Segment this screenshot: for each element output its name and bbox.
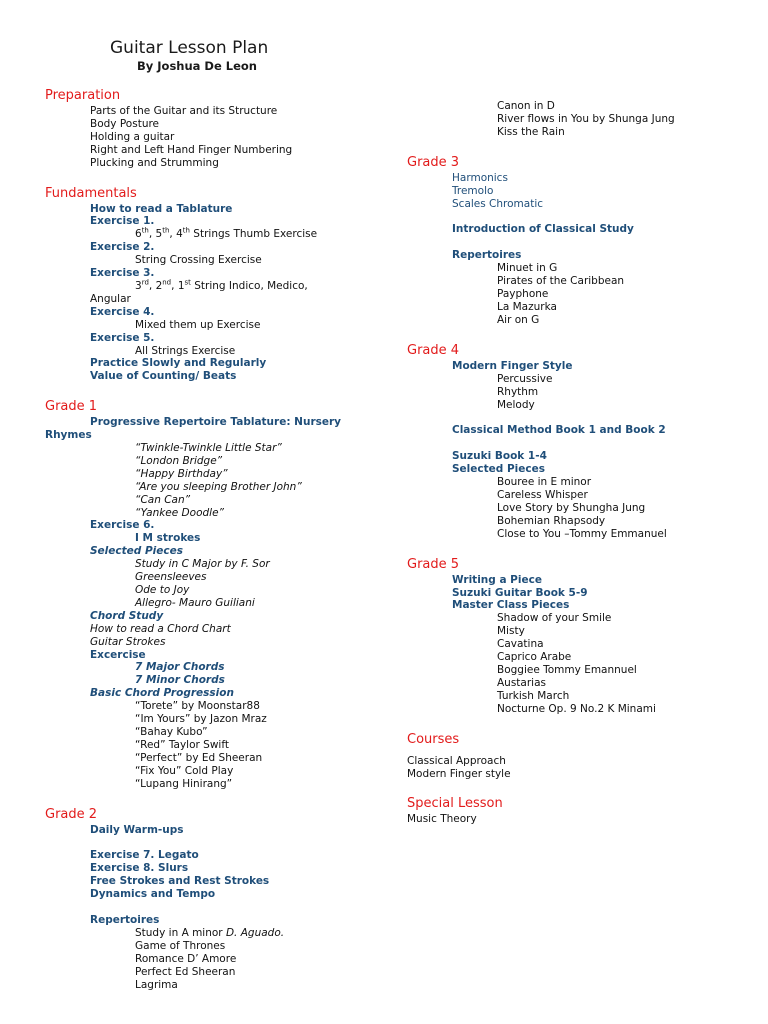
list-item: “Can Can” — [135, 493, 191, 506]
exercise-label: Exercise 2. — [90, 241, 155, 254]
document-title: Guitar Lesson Plan — [110, 38, 269, 58]
exercise-description: I M strokes — [135, 532, 201, 545]
list-item: Modern Finger style — [407, 767, 511, 780]
subheading-repertoires: Repertoires — [452, 249, 522, 262]
subheading-selected-pieces: Selected Pieces — [452, 463, 545, 476]
list-item: Love Story by Shungha Jung — [497, 501, 646, 514]
list-item: “Fix You” Cold Play — [135, 764, 234, 777]
subheading-modern-finger-style: Modern Finger Style — [452, 359, 573, 372]
list-item: Rhythm — [497, 385, 539, 398]
subheading-progressive-cont: Rhymes — [45, 429, 92, 442]
subheading-dynamics: Dynamics and Tempo — [90, 888, 216, 901]
list-item: Canon in D — [497, 100, 555, 112]
heading-fundamentals: Fundamentals — [45, 185, 137, 201]
heading-grade-3: Grade 3 — [407, 154, 460, 170]
subheading-basic-chord: Basic Chord Progression — [90, 687, 234, 700]
list-item: Tremolo — [452, 184, 494, 197]
list-item: Misty — [497, 625, 525, 638]
left-column — [45, 86, 375, 991]
list-item: Ode to Joy — [135, 584, 190, 596]
exercise-label: Exercise 4. — [90, 305, 155, 318]
subheading-warmups: Daily Warm-ups — [90, 823, 184, 836]
subheading-counting: Value of Counting/ Beats — [90, 370, 237, 383]
subheading-master-class: Master Class Pieces — [452, 599, 570, 612]
list-item: Lagrima — [135, 978, 178, 991]
exercise-label: Exercise 1. — [90, 215, 155, 228]
exercise-description: Mixed them up Exercise — [135, 318, 261, 331]
list-item: Minuet in G — [497, 262, 558, 275]
heading-grade-5: Grade 5 — [407, 556, 460, 572]
list-item: River flows in You by Shunga Jung — [497, 112, 675, 125]
list-item: Parts of the Guitar and its Structure — [90, 105, 278, 117]
list-item: Bohemian Rhapsody — [497, 514, 606, 527]
heading-preparation: Preparation — [45, 88, 121, 103]
list-item: Melody — [497, 398, 535, 411]
exercise-description: String Crossing Exercise — [135, 254, 262, 267]
list-item: “London Bridge” — [135, 454, 223, 467]
list-item: Classical Approach — [407, 754, 506, 767]
subheading-suzuki-guitar: Suzuki Guitar Book 5-9 — [452, 586, 588, 599]
list-item: “Perfect” by Ed Sheeran — [135, 751, 263, 764]
list-item: Study in C Major by F. Sor — [135, 558, 270, 571]
subheading-chord-study: Chord Study — [90, 609, 164, 622]
exercise-description: All Strings Exercise — [135, 344, 236, 357]
list-item: Romance D’ Amore — [135, 952, 237, 965]
list-item: Bouree in E minor — [497, 476, 592, 489]
list-item: Scales Chromatic — [452, 197, 544, 210]
subheading-classical-study: Introduction of Classical Study — [452, 223, 634, 236]
list-item: “Are you sleeping Brother John” — [135, 480, 302, 493]
list-item: 7 Minor Chords — [135, 674, 225, 687]
subheading-tablature: How to read a Tablature — [90, 202, 233, 215]
subheading-excercise: Excercise — [90, 648, 146, 661]
list-item: Turkish March — [497, 689, 570, 702]
list-item: Cavatina — [497, 638, 544, 651]
list-item: How to read a Chord Chart — [90, 622, 231, 635]
list-item: Allegro- Mauro Guiliani — [135, 596, 255, 609]
subheading-suzuki: Suzuki Book 1-4 — [452, 450, 547, 463]
list-item: Close to You –Tommy Emmanuel — [497, 527, 667, 540]
exercise-description-cont: Angular — [90, 292, 131, 305]
exercise-label: Exercise 7. Legato — [90, 849, 199, 862]
list-item: “Lupang Hinirang” — [135, 777, 233, 790]
exercise-description: 3rd, 2nd, 1st String Indico, Medico, — [135, 278, 308, 292]
heading-grade-4: Grade 4 — [407, 342, 460, 358]
list-item: Body Posture — [90, 117, 160, 130]
list-item: Pirates of the Caribbean — [497, 275, 625, 288]
list-item: Harmonics — [452, 171, 508, 184]
heading-courses: Courses — [407, 731, 460, 747]
exercise-label: Exercise 8. Slurs — [90, 862, 189, 875]
list-item: Caprico Arabe — [497, 651, 572, 664]
list-item: Kiss the Rain — [497, 125, 565, 138]
exercise-label: Exercise 5. — [90, 331, 155, 344]
list-item: “Happy Birthday” — [135, 467, 228, 480]
exercise-label: Exercise 6. — [90, 519, 155, 532]
list-item: Right and Left Hand Finger Numbering — [90, 143, 293, 156]
list-item: Careless Whisper — [497, 489, 588, 502]
list-item: “Torete” by Moonstar88 — [135, 700, 260, 713]
subheading-classical-method: Classical Method Book 1 and Book 2 — [452, 424, 666, 437]
list-item: Study in A minor D. Aguado. — [135, 926, 285, 939]
list-item: “Im Yours” by Jazon Mraz — [135, 713, 267, 726]
list-item: Payphone — [497, 288, 549, 301]
heading-special-lesson: Special Lesson — [407, 796, 503, 812]
list-item: Boggiee Tommy Emannuel — [497, 664, 637, 676]
list-item: “Yankee Doodle” — [135, 506, 224, 519]
list-item: 7 Major Chords — [135, 661, 225, 674]
subheading-repertoires: Repertoires — [90, 914, 160, 927]
subheading-selected-pieces: Selected Pieces — [90, 545, 183, 558]
document-byline: By Joshua De Leon — [137, 59, 257, 73]
list-item: “Bahay Kubo” — [135, 725, 208, 738]
list-item: Perfect Ed Sheeran — [135, 965, 236, 978]
list-item: Guitar Strokes — [90, 635, 166, 648]
list-item: Shadow of your Smile — [497, 612, 612, 625]
subheading-practice: Practice Slowly and Regularly — [90, 357, 267, 370]
list-item: Air on G — [497, 313, 540, 326]
list-item: Game of Thrones — [135, 939, 226, 952]
right-column — [407, 100, 737, 826]
heading-grade-1: Grade 1 — [45, 399, 98, 415]
list-item: Holding a guitar — [90, 130, 175, 143]
subheading-writing: Writing a Piece — [452, 573, 542, 586]
list-item: La Mazurka — [497, 300, 557, 313]
list-item: Music Theory — [407, 813, 477, 826]
exercise-label: Exercise 3. — [90, 267, 155, 280]
subheading-progressive: Progressive Repertoire Tablature: Nursery — [90, 416, 342, 429]
list-item: Percussive — [497, 372, 553, 385]
list-item: Greensleeves — [135, 571, 207, 584]
list-item: Austarias — [497, 676, 546, 689]
list-item: Plucking and Strumming — [90, 156, 219, 169]
list-item: “Red” Taylor Swift — [135, 738, 229, 751]
exercise-description: 6th, 5th, 4th Strings Thumb Exercise — [135, 226, 318, 241]
list-item: Nocturne Op. 9 No.2 K Minami — [497, 702, 656, 715]
subheading-free-strokes: Free Strokes and Rest Strokes — [90, 875, 270, 888]
list-item: “Twinkle-Twinkle Little Star” — [135, 442, 282, 455]
heading-grade-2: Grade 2 — [45, 806, 98, 822]
